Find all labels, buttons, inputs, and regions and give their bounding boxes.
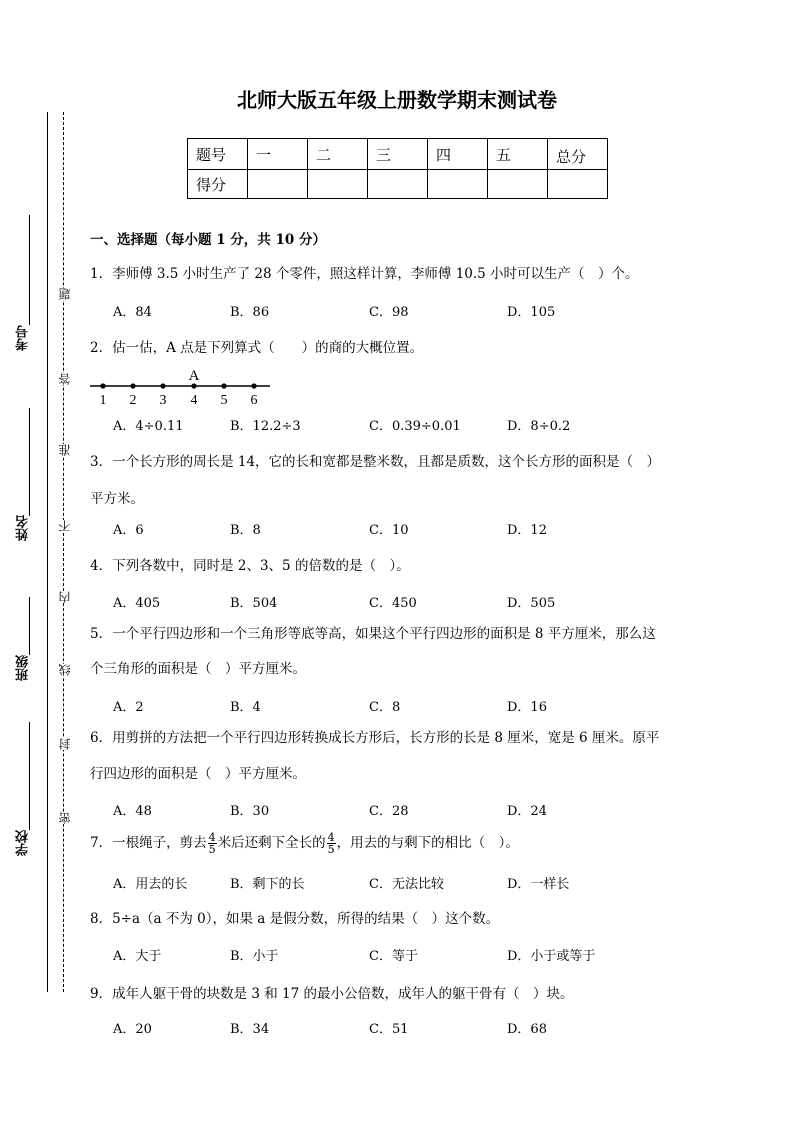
- seal-char: 线: [58, 664, 72, 676]
- option-c: C．无法比较: [369, 877, 444, 892]
- question-2: 2．估一估，A 点是下列算式（ ）的商的大概位置。: [90, 340, 424, 356]
- option-b: B．剩下的长: [230, 877, 305, 892]
- option-a: A．20: [113, 1022, 152, 1037]
- option-c: C．等于: [369, 949, 418, 964]
- score-table-header-cell: 三: [368, 139, 428, 170]
- option-d: D．一样长: [507, 877, 570, 892]
- seal-char: 不: [58, 520, 72, 532]
- question-3: 3．一个长方形的周长是 14，它的长和宽都是整米数，且都是质数，这个长方形的面积是（ ）: [90, 454, 661, 470]
- question-7-part-b: 米后还剩下全长的: [217, 835, 326, 851]
- section-heading: 一、选择题（每小题 1 分，共 10 分）: [90, 232, 326, 248]
- score-table: [187, 138, 608, 199]
- number-line-tick: [100, 383, 105, 388]
- option-d: D．小于或等于: [507, 949, 596, 964]
- tick-label: 2: [129, 393, 137, 408]
- fraction-numerator: 4: [208, 831, 216, 844]
- option-b: B．86: [230, 305, 270, 320]
- number-line-tick: [221, 383, 226, 388]
- option-d: D．24: [507, 804, 547, 819]
- page-title: 北师大版五年级上册数学期末测试卷: [237, 88, 557, 112]
- question-7-part-a: 7．一根绳子，剪去: [90, 835, 207, 851]
- seal-char: 题: [58, 288, 72, 300]
- option-c: C．10: [369, 523, 409, 538]
- seal-char: 答: [58, 373, 72, 385]
- question-3-cont: 平方米。: [90, 491, 144, 507]
- name-underline: [29, 408, 30, 516]
- option-a: A．6: [113, 523, 144, 538]
- binding-dashed-line: [63, 112, 64, 992]
- option-d: D．68: [507, 1022, 547, 1037]
- number-line-tick: [160, 383, 165, 388]
- fraction-four-fifths: [327, 832, 336, 855]
- option-d: D．12: [507, 523, 547, 538]
- seal-char: 封: [58, 738, 72, 750]
- option-b: B．30: [230, 804, 270, 819]
- question-4: 4．下列各数中，同时是 2、3、5 的倍数的是（ ）。: [90, 558, 410, 574]
- fraction-denominator: 5: [327, 843, 335, 856]
- score-table-header-cell: 一: [248, 139, 308, 170]
- option-b: B．504: [230, 596, 278, 611]
- score-table-row-label: 得分: [188, 170, 248, 199]
- number-line-tick: [191, 383, 196, 388]
- binding-solid-line: [47, 112, 48, 992]
- tick-label: 6: [250, 393, 258, 408]
- number-line-tick: [251, 383, 256, 388]
- option-d: D．505: [507, 596, 556, 611]
- score-cell[interactable]: [488, 170, 548, 199]
- option-a: A．大于: [113, 949, 162, 964]
- score-table-header-cell: 题号: [188, 139, 248, 170]
- option-d: D．16: [507, 700, 547, 715]
- name-label: 姓名: [16, 515, 31, 541]
- option-a: A．48: [113, 804, 152, 819]
- question-5: 5．一个平行四边形和一个三角形等底等高，如果这个平行四边形的面积是 8 平方厘米，那么这: [90, 626, 656, 642]
- score-table-header-cell: 五: [488, 139, 548, 170]
- tick-label: 5: [220, 393, 228, 408]
- question-1: 1．李师傅 3.5 小时生产了 28 个零件，照这样计算，李师傅 10.5 小时可以生产（ ）个。: [90, 266, 639, 282]
- fraction-four-fifths: [208, 832, 217, 855]
- question-7-part-c: ，用去的与剩下的相比（ ）。: [336, 835, 519, 851]
- exam-number-label: 考号: [16, 325, 31, 351]
- fraction-numerator: 4: [327, 831, 335, 844]
- option-b: B．小于: [230, 949, 279, 964]
- option-c: C．8: [369, 700, 401, 715]
- score-table-header-cell: 二: [308, 139, 368, 170]
- question-5-cont: 个三角形的面积是（ ）平方厘米。: [90, 661, 306, 677]
- number-line-tick: [130, 383, 135, 388]
- score-cell[interactable]: [248, 170, 308, 199]
- question-6: 6．用剪拼的方法把一个平行四边形转换成长方形后，长方形的长是 8 厘米，宽是 6 厘米。原平: [90, 730, 660, 746]
- option-c: C．51: [369, 1022, 409, 1037]
- class-label: 班级: [16, 655, 31, 681]
- question-8: 8．5÷a（a 不为 0），如果 a 是假分数，所得的结果（ ）这个数。: [90, 911, 500, 927]
- school-underline: [29, 722, 30, 830]
- tick-label: 1: [99, 393, 107, 408]
- tick-label: 4: [190, 393, 198, 408]
- seal-char: 内: [58, 591, 72, 603]
- fraction-denominator: 5: [208, 843, 216, 856]
- option-a: A．84: [113, 305, 152, 320]
- question-7: [90, 828, 519, 858]
- option-b: B．4: [230, 700, 261, 715]
- option-d: D．105: [507, 305, 556, 320]
- option-c: C．450: [369, 596, 417, 611]
- option-b: B．8: [230, 523, 261, 538]
- option-b: B．12.2÷3: [230, 419, 301, 434]
- seal-char: 密: [58, 812, 72, 824]
- score-cell[interactable]: [308, 170, 368, 199]
- option-d: D．8÷0.2: [507, 419, 571, 434]
- option-a: A．405: [113, 596, 161, 611]
- point-a-label: A: [188, 368, 200, 384]
- seal-char: 准: [58, 444, 72, 456]
- option-a: A．用去的长: [113, 877, 188, 892]
- option-c: C．0.39÷0.01: [369, 419, 461, 434]
- option-c: C．98: [369, 305, 409, 320]
- score-table-header-cell: 四: [428, 139, 488, 170]
- option-a: A．2: [113, 700, 144, 715]
- question-6-cont: 行四边形的面积是（ ）平方厘米。: [90, 766, 306, 782]
- number-line: [88, 364, 278, 410]
- option-a: A．4÷0.11: [113, 419, 184, 434]
- class-underline: [29, 597, 30, 655]
- score-cell[interactable]: [368, 170, 428, 199]
- exam-number-underline: [29, 215, 30, 325]
- option-b: B．34: [230, 1022, 270, 1037]
- option-c: C．28: [369, 804, 409, 819]
- score-table-header-cell: 总分: [548, 139, 608, 170]
- tick-label: 3: [159, 393, 167, 408]
- score-cell[interactable]: [548, 170, 608, 199]
- question-9: 9．成年人躯干骨的块数是 3 和 17 的最小公倍数，成年人的躯干骨有（ ）块。: [90, 986, 574, 1002]
- school-label: 学校: [16, 830, 31, 856]
- score-cell[interactable]: [428, 170, 488, 199]
